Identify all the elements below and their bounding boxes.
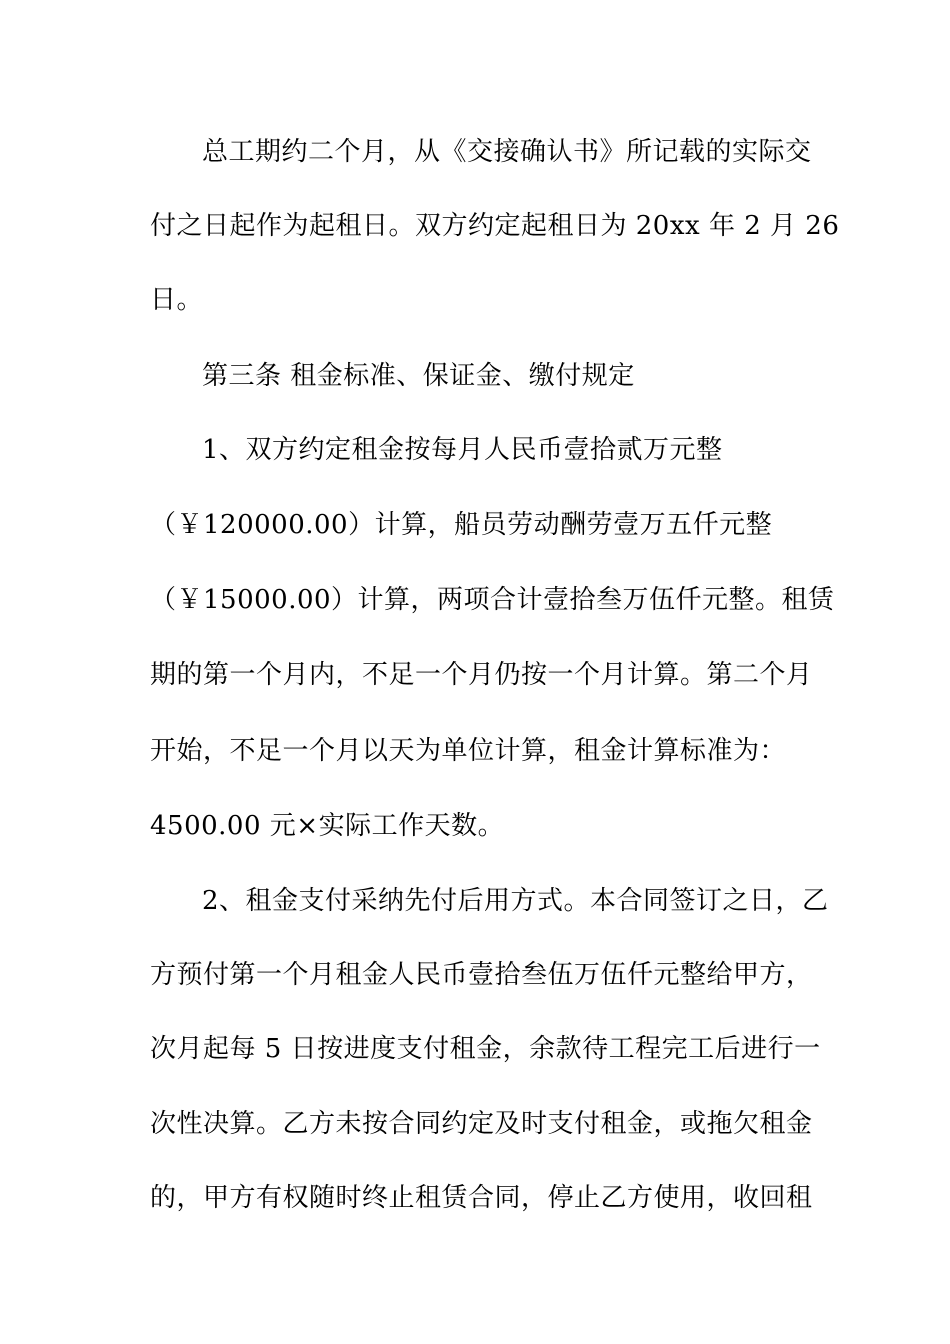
section-heading: 第三条 租金标准、保证金、缴付规定 — [202, 361, 635, 391]
text-line: 日。 — [150, 285, 204, 315]
text-line: 次月起每 5 日按进度支付租金，余款待工程完工后进行一 — [150, 1034, 821, 1064]
text-line: 的，甲方有权随时终止租赁合同，停止乙方使用，收回租 — [150, 1183, 813, 1213]
text-line: （￥120000.00）计算，船员劳动酬劳壹万五仟元整 — [150, 510, 773, 540]
text-line: 方预付第一个月租金人民币壹拾叁伍万伍仟元整给甲方， — [150, 960, 813, 990]
text-line: 次性决算。乙方未按合同约定及时支付租金，或拖欠租金 — [150, 1109, 813, 1139]
text-line: 开始，不足一个月以天为单位计算，租金计算标准为： — [150, 736, 787, 766]
text-line: 4500.00 元×实际工作天数。 — [150, 811, 505, 841]
text-line: 2、租金支付采纳先付后用方式。本合同签订之日，乙 — [202, 886, 829, 916]
text-line: 付之日起作为起租日。双方约定起租日为 20xx 年 2 月 26 — [150, 211, 840, 241]
text-line: 1、双方约定租金按每月人民币壹拾贰万元整 — [202, 435, 723, 465]
text-line: 期的第一个月内，不足一个月仍按一个月计算。第二个月 — [150, 660, 813, 690]
text-line: 总工期约二个月，从《交接确认书》所记载的实际交 — [202, 137, 812, 167]
text-line: （￥15000.00）计算，两项合计壹拾叁万伍仟元整。租赁 — [150, 585, 835, 615]
